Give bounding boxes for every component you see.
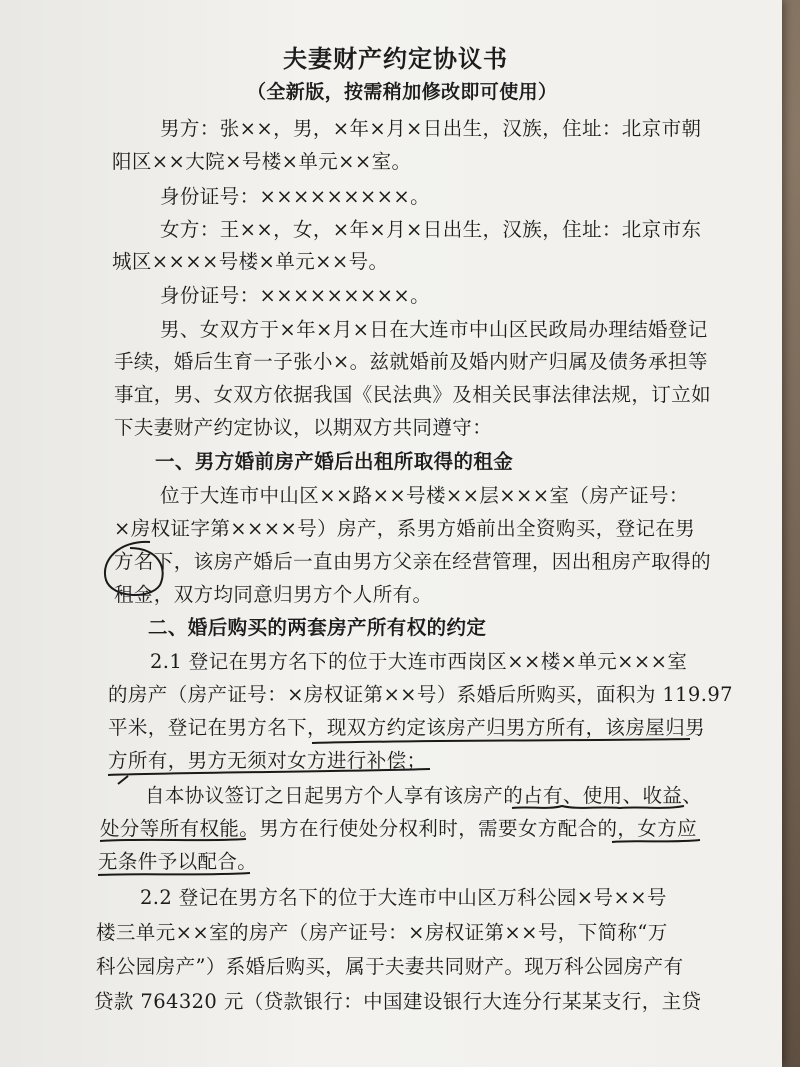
preamble-line-1: 男、女双方于×年×月×日在大连市中山区民政局办理结婚登记 <box>160 318 708 341</box>
husband-info-line-2: 阳区××大院×号楼×单元××室。 <box>112 150 412 173</box>
clause-2-2-line-4: 贷款 764320 元（贷款银行：中国建设银行大连分行某某支行，主贷 <box>94 990 702 1013</box>
clause-2-1-line-2: 的房产（房产证号：×房权证第××号）系婚后所购买，面积为 119.97 <box>108 683 733 706</box>
wife-info-line-2: 城区××××号楼×单元××号。 <box>112 250 389 273</box>
clause-2-1-line-4: 方所有，男方无须对女方进行补偿； <box>108 749 427 772</box>
clause-2-1-line-7: 无条件予以配合。 <box>98 850 258 873</box>
clause-2-1-line-1: 2.1 登记在男方名下的位于大连市西岗区××楼×单元×××室 <box>150 650 688 673</box>
document-title: 夫妻财产约定协议书 <box>283 44 508 73</box>
section-2-heading: 二、婚后购买的两套房产所有权的约定 <box>148 616 487 639</box>
preamble-line-4: 下夫妻财产约定协议，以期双方共同遵守： <box>114 416 493 439</box>
preamble-line-2: 手续，婚后生育一子张小×。兹就婚前及婚内财产归属及债务承担等 <box>114 350 708 373</box>
section-1-line-4: 租金，双方均同意归男方个人所有。 <box>114 583 433 606</box>
husband-info-line-1: 男方：张××，男，×年×月×日出生，汉族，住址：北京市朝 <box>160 117 702 140</box>
clause-2-1-line-5: 自本协议签订之日起男方个人享有该房产的占有、使用、收益、 <box>145 784 703 807</box>
section-1-heading: 一、男方婚前房产婚后出租所取得的租金 <box>155 450 514 473</box>
section-1-line-2: ×房权证字第××××号）房产，系男方婚前出全资购买，登记在男 <box>114 517 696 540</box>
clause-2-2-line-3: 科公园房产”）系婚后购买，属于夫妻共同财产。现万科公园房产有 <box>96 955 684 978</box>
clause-2-1-line-6: 处分等所有权能。男方在行使处分权利时，需要女方配合的，女方应 <box>100 817 698 840</box>
section-1-line-3: 方名下，该房产婚后一直由男方父亲在经营管理，因出租房产取得的 <box>114 550 712 573</box>
section-1-line-1: 位于大连市中山区××路××号楼××层×××室（房产证号： <box>160 484 689 507</box>
wife-id-line: 身份证号：×××××××××。 <box>160 284 431 307</box>
clause-2-1-line-3: 平米，登记在男方名下，现双方约定该房产归男方所有，该房屋归男 <box>108 716 706 739</box>
preamble-line-3: 事宜，男、女双方依据我国《民法典》及相关民事法律法规，订立如 <box>114 383 712 406</box>
clause-2-2-line-1: 2.2 登记在男方名下的位于大连市中山区万科公园×号××号 <box>140 886 667 909</box>
husband-id-line: 身份证号：×××××××××。 <box>160 185 431 208</box>
clause-2-2-line-2: 楼三单元××室的房产（房产证号：×房权证第××号，下简称“万 <box>96 921 668 944</box>
document-subtitle: （全新版，按需稍加修改即可使用） <box>247 81 558 103</box>
wife-info-line-1: 女方：王××，女，×年×月×日出生，汉族，住址：北京市东 <box>160 218 702 241</box>
